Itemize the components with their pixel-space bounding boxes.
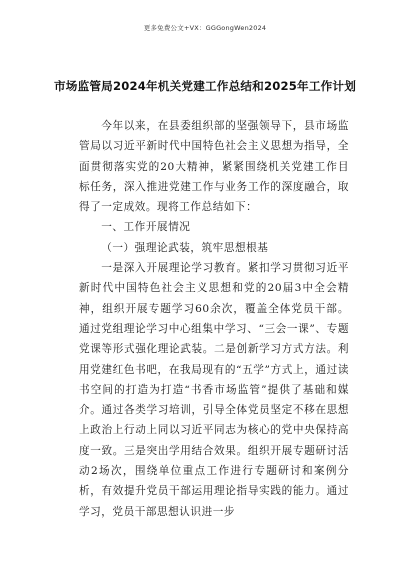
section-heading: 一、工作开展情况 — [101, 221, 191, 234]
intro-paragraph: 今年以来，在县委组织部的坚强领导下，县市场监管局以习近平新时代中国特色社会主义思想为指导，全面贯彻落实党的20大精神，紧紧围绕机关党建工作目标任务，深入推进党建工作与业务工作的深度融合，取得了一定成效。现将工作总结如下： — [79, 120, 349, 214]
body-paragraph: 一是深入开展理论学习教育。紧扣学习贯彻习近平新时代中国特色社会主义思想和党的20届3中全会精神，组织开展专题学习60余次，覆盖全体党员干部。通过党组理论学习中心组集中学习、“三会一课”、专题党课等形式强化理论武装。二是创新学习方式方法。利用党建红色书吧，在我局现有的“五学”方式上，通过读书空间的打造为打造“书香市场监管”提供了基础和媒介。通过各类学习培训，引导全体党员坚定不移在思想上政治上行动上同以习近平同志为核心的党中央保持高度一致。三是突出学用结合效果。组织开展专题研讨活动2场次，围绕单位重点工作进行专题研讨和案例分析，有效提升党员干部运用理论指导实践的能力。通过学习，党员干部思想认识进一步 — [79, 262, 349, 518]
document-body — [79, 116, 349, 522]
header-note: 更多免费公文+VX：GGGongWen2024 — [143, 24, 267, 32]
subsection-heading: （一）强理论武装，筑牢思想根基 — [101, 241, 269, 254]
page-title: 市场监管局2024年机关党建工作总结和2025年工作计划 — [53, 79, 356, 93]
